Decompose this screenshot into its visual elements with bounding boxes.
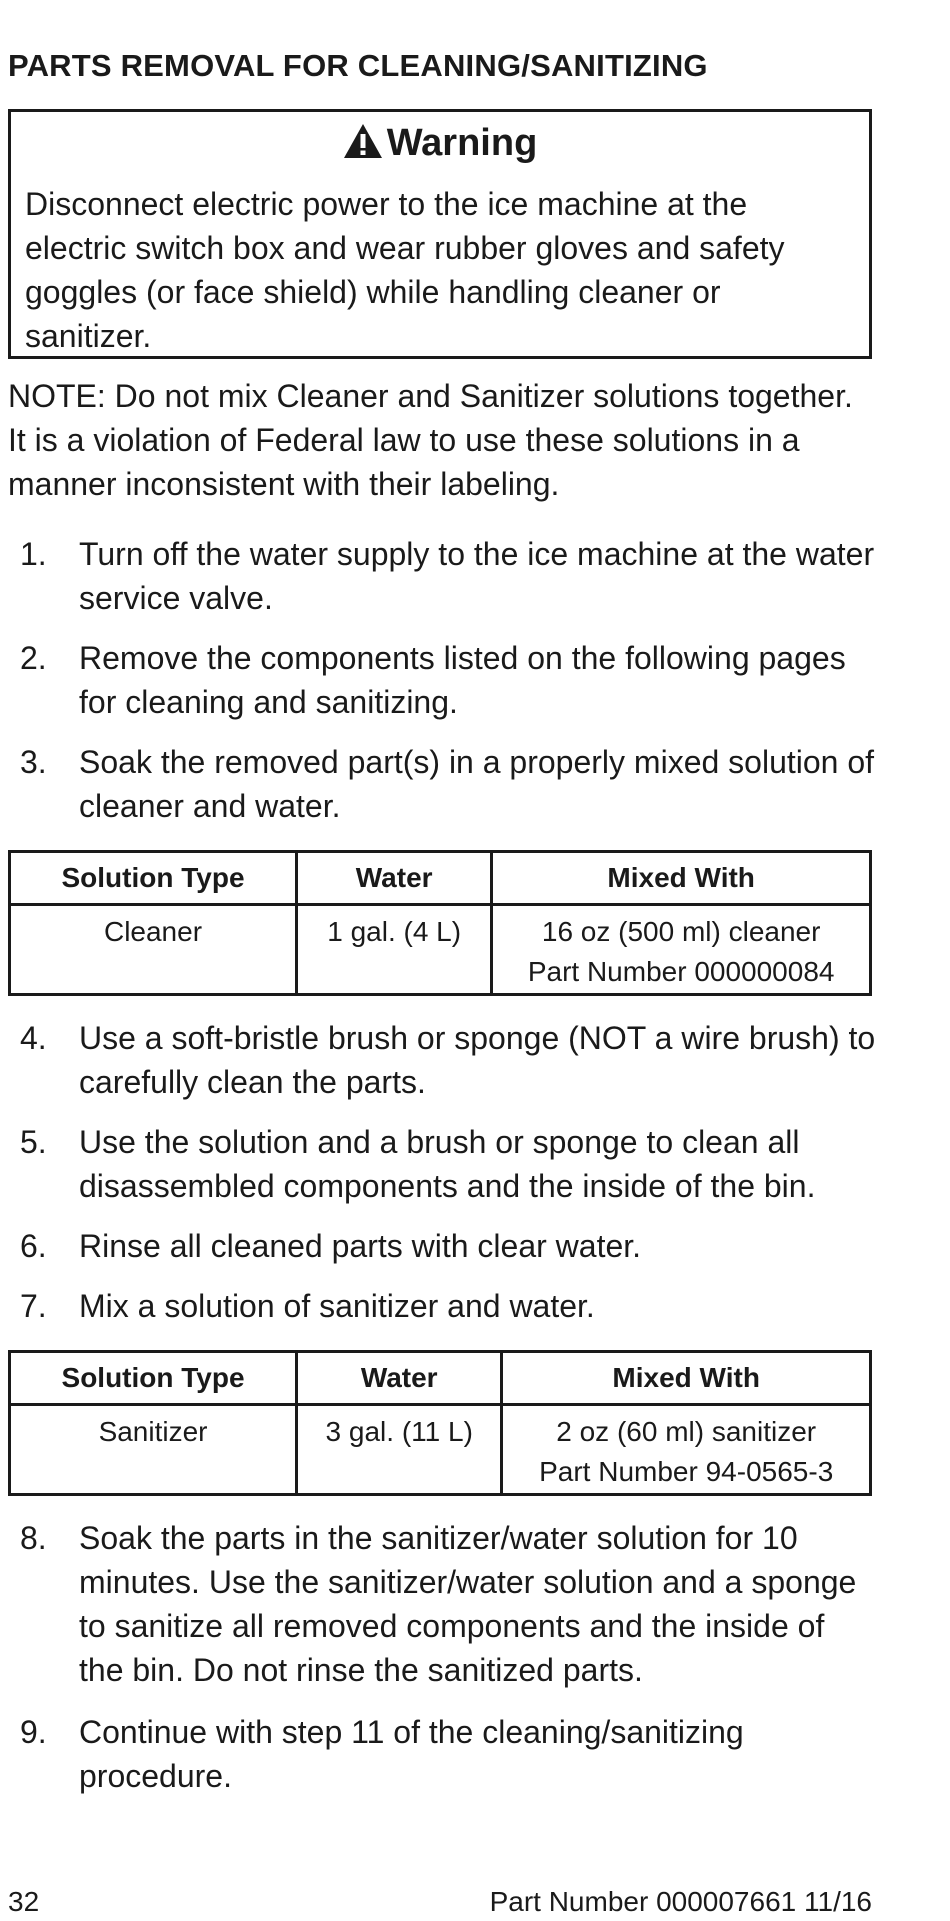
column-header-water: Water: [297, 852, 492, 905]
table-header-row: [10, 852, 871, 905]
step-number: 4.: [20, 1020, 47, 1056]
cell-water: 1 gal. (4 L): [297, 905, 492, 995]
warning-heading-label: Warning: [386, 122, 538, 164]
step-text: Soak the parts in the sanitizer/water solution for 10 minutes. Use the sanitizer/water solution and a sponge to sanitize all removed components and the inside of the bin. Do not rinse the sanitized parts.: [79, 1520, 857, 1688]
table-row: [10, 905, 871, 995]
step-text: Rinse all cleaned parts with clear water.: [79, 1228, 642, 1264]
step-number: 8.: [20, 1520, 47, 1556]
warning-text: Disconnect electric power to the ice machine at the electric switch box and wear rubber gloves and safety goggles (or face shield) while handling cleaner or sanitizer.: [25, 186, 785, 354]
table-header-row: [10, 1352, 871, 1405]
step-9: [8, 1710, 876, 1798]
step-number: 6.: [20, 1228, 47, 1264]
step-6: [8, 1224, 876, 1268]
step-text: Turn off the water supply to the ice machine at the water service valve.: [79, 536, 875, 616]
warning-box: [8, 109, 872, 359]
step-2: [8, 636, 876, 724]
cell-mixed-with: [492, 905, 871, 995]
cell-solution-type: Cleaner: [10, 905, 297, 995]
cell-mixed-with: [502, 1405, 871, 1495]
step-text: Continue with step 11 of the cleaning/sanitizing procedure.: [79, 1714, 744, 1794]
page-number: 32: [8, 1886, 40, 1917]
step-number: 3.: [20, 744, 47, 780]
step-8: [8, 1516, 876, 1692]
step-7: [8, 1284, 876, 1328]
column-header-solution-type: Solution Type: [10, 852, 297, 905]
cell-water: 3 gal. (11 L): [297, 1405, 502, 1495]
column-header-water: Water: [297, 1352, 502, 1405]
step-number: 2.: [20, 640, 47, 676]
step-text: Use the solution and a brush or sponge to clean all disassembled components and the inside of the bin.: [79, 1124, 816, 1204]
mixed-with-amount: 2 oz (60 ml) sanitizer: [556, 1416, 817, 1447]
step-text: Remove the components listed on the following pages for cleaning and sanitizing.: [79, 640, 846, 720]
cleaner-table: [8, 850, 872, 996]
mixed-with-amount: 16 oz (500 ml) cleaner: [541, 916, 821, 947]
step-number: 1.: [20, 536, 47, 572]
mixed-with-part-number: Part Number 94-0565-3: [539, 1456, 834, 1487]
note-text: NOTE: Do not mix Cleaner and Sanitizer solutions together. It is a violation of Federal law to use these solutions in a manner inconsistent with their labeling.: [8, 378, 853, 502]
table-row: [10, 1405, 871, 1495]
warning-heading: [11, 122, 869, 165]
cell-solution-type: Sanitizer: [10, 1405, 297, 1495]
column-header-mixed-with: Mixed With: [492, 852, 871, 905]
warning-triangle-icon: [343, 123, 383, 159]
step-3: [8, 740, 876, 828]
mixed-with-part-number: Part Number 000000084: [527, 956, 835, 987]
step-number: 7.: [20, 1288, 47, 1324]
step-1: [8, 532, 876, 620]
column-header-solution-type: Solution Type: [10, 1352, 297, 1405]
step-text: Use a soft-bristle brush or sponge (NOT a wire brush) to carefully clean the parts.: [79, 1020, 876, 1100]
step-text: Soak the removed part(s) in a properly mixed solution of cleaner and water.: [79, 744, 875, 824]
step-number: 5.: [20, 1124, 47, 1160]
step-5: [8, 1120, 876, 1208]
column-header-mixed-with: Mixed With: [502, 1352, 871, 1405]
step-number: 9.: [20, 1714, 47, 1750]
footer-part-number: Part Number 000007661 11/16: [489, 1886, 872, 1917]
section-title: PARTS REMOVAL FOR CLEANING/SANITIZING: [8, 48, 708, 83]
step-4: [8, 1016, 876, 1104]
sanitizer-table: [8, 1350, 872, 1496]
step-text: Mix a solution of sanitizer and water.: [79, 1288, 595, 1324]
